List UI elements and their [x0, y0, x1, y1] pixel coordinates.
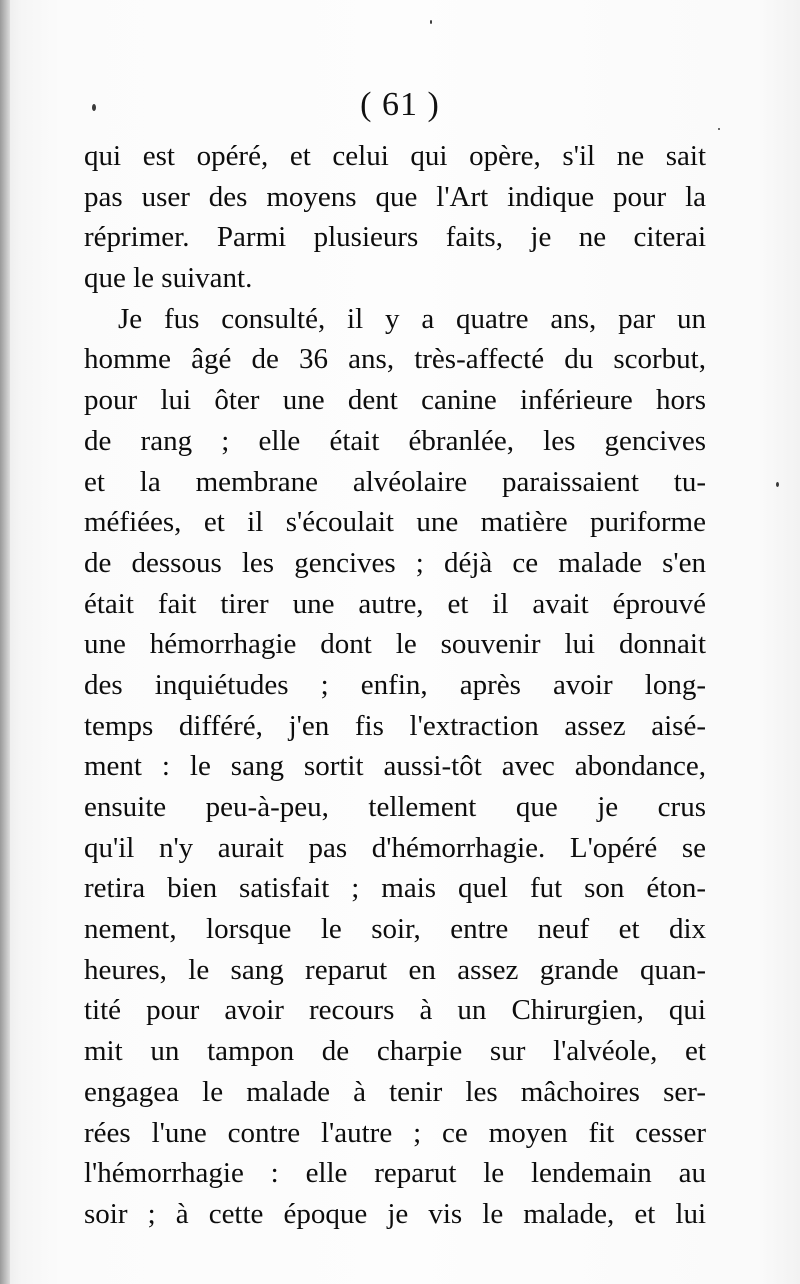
page-number: ( 61 ): [360, 86, 440, 123]
text-line: nement, lorsque le soir, entre neuf et dix: [84, 913, 706, 946]
text-line: engagea le malade à tenir les mâchoires ser-: [84, 1075, 706, 1108]
text-line: mit un tampon de charpie sur l'alvéole, et: [84, 1035, 706, 1068]
text-line: rées l'une contre l'autre ; ce moyen fit cesser: [84, 1116, 706, 1149]
text-line: méfiées, et il s'écoulait une matière puriforme: [84, 506, 706, 539]
text-line: retira bien satisfait ; mais quel fut son éton-: [84, 872, 706, 905]
text-line: que le suivant.: [84, 262, 253, 295]
ink-speck: [430, 20, 432, 24]
text-line: heures, le sang reparut en assez grande quan-: [84, 953, 706, 986]
text-line: ensuite peu-à-peu, tellement que je crus: [84, 791, 706, 823]
text-line: de dessous les gencives ; déjà ce malade s'en: [84, 546, 706, 579]
text-line: tité pour avoir recours à un Chirurgien, qui: [84, 994, 706, 1027]
text-line: l'hémorrhagie : elle reparut le lendemain au: [84, 1157, 706, 1190]
text-line: des inquiétudes ; enfin, après avoir long-: [84, 668, 706, 701]
text-line: Je fus consulté, il y a quatre ans, par un: [118, 302, 706, 335]
text-line: homme âgé de 36 ans, très-affecté du scorbut,: [84, 343, 706, 376]
text-line: pas user des moyens que l'Art indique pour la: [84, 180, 706, 213]
text-line: de rang ; elle était ébranlée, les gencives: [84, 424, 706, 457]
ink-speck: [718, 128, 720, 130]
text-line: ment : le sang sortit aussi-tôt avec abondance,: [84, 750, 706, 783]
ink-speck: [776, 482, 779, 487]
text-line: temps différé, j'en fis l'extraction assez aisé-: [84, 709, 706, 742]
text-line: une hémorrhagie dont le souvenir lui donnait: [84, 628, 706, 661]
text-line: qui est opéré, et celui qui opère, s'il ne sait: [84, 140, 706, 172]
text-line: réprimer. Parmi plusieurs faits, je ne citerai: [84, 221, 706, 254]
page-binding-edge: [0, 0, 10, 1284]
text-line: soir ; à cette époque je vis le malade, et lui: [84, 1197, 706, 1230]
text-line: était fait tirer une autre, et il avait éprouvé: [84, 587, 706, 620]
text-line: qu'il n'y aurait pas d'hémorrhagie. L'opéré se: [84, 831, 706, 864]
text-line: pour lui ôter une dent canine inférieure hors: [84, 384, 706, 417]
body-text: [84, 136, 706, 1235]
text-line: et la membrane alvéolaire paraissaient tu-: [84, 465, 706, 498]
